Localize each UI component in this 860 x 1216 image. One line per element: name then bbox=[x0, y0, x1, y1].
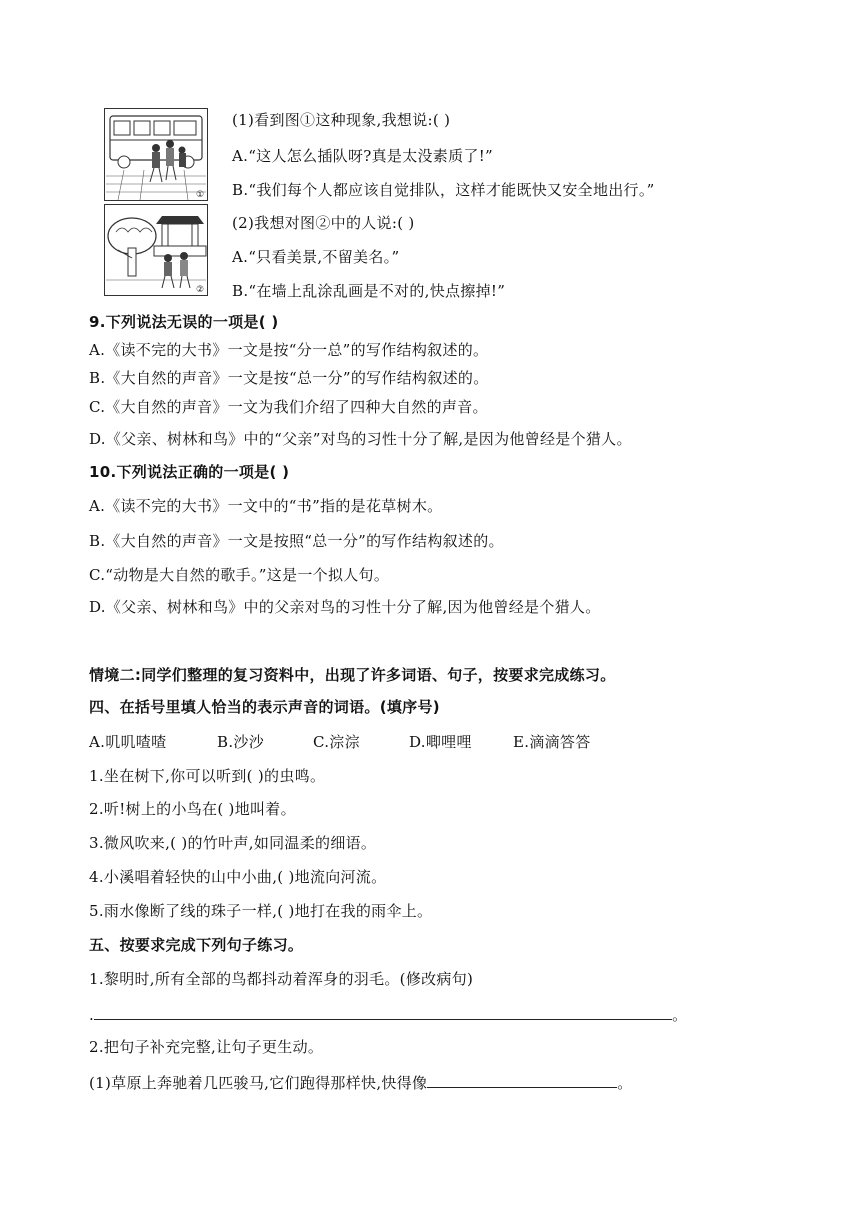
sec4-item-3: 3.微风吹来,( )的竹叶声,如同温柔的细语。 bbox=[89, 834, 377, 852]
q10-option-b: B.《大自然的声音》一文是按照“总一分”的写作结构叙述的。 bbox=[89, 532, 504, 550]
sec5-item-2-sub-1-line bbox=[89, 1071, 633, 1093]
picture-2-graffiti bbox=[105, 205, 208, 296]
section-4-title: 四、在括号里填人恰当的表示声音的词语。(填序号) bbox=[89, 698, 440, 716]
q8-sub1-option-b: B.“我们每个人都应该自觉排队，这样才能既快又安全地出行。” bbox=[232, 181, 655, 199]
q9-option-b: B.《大自然的声音》一文是按“总一分”的写作结构叙述的。 bbox=[89, 369, 489, 387]
sec4-option-a: A.叽叽喳喳 bbox=[89, 733, 167, 751]
q10-option-c: C.“动物是大自然的歌手。”这是一个拟人句。 bbox=[89, 566, 390, 584]
sec5-item-1-prefix: . bbox=[89, 1006, 95, 1024]
q8-sub2-question: (2)我想对图②中的人说:( ) bbox=[232, 214, 415, 232]
sec4-option-c: C.淙淙 bbox=[313, 733, 360, 751]
sec4-option-d: D.唧哩哩 bbox=[409, 733, 472, 751]
q9-option-a: A.《读不完的大书》一文是按“分一总”的写作结构叙述的。 bbox=[89, 341, 489, 359]
sec4-option-e: E.滴滴答答 bbox=[513, 733, 591, 751]
q9-title: 9.下列说法无误的一项是( ) bbox=[89, 313, 279, 331]
q9-option-d: D.《父亲、树林和鸟》中的“父亲”对鸟的习性十分了解,是因为他曾经是个猎人。 bbox=[89, 430, 632, 448]
q10-option-d: D.《父亲、树林和鸟》中的父亲对鸟的习性十分了解,因为他曾经是个猎人。 bbox=[89, 598, 601, 616]
sec4-item-2: 2.听!树上的小鸟在( )地叫着。 bbox=[89, 800, 296, 818]
picture-1-label: ① bbox=[196, 190, 205, 200]
scenario-2-heading: 情境二:同学们整理的复习资料中，出现了许多词语、句子，按要求完成练习。 bbox=[89, 666, 616, 684]
q8-sub1-question: (1)看到图①这种现象,我想说:( ) bbox=[232, 111, 451, 129]
sec5-item-2-sub-1: (1)草原上奔驰着几匹骏马,它们跑得那样快,快得像 bbox=[89, 1074, 428, 1092]
picture-2-label: ② bbox=[196, 285, 205, 295]
q8-sub2-option-b: B.“在墙上乱涂乱画是不对的,快点擦掉!” bbox=[232, 282, 506, 300]
sec5-item-2-sub-1-blank[interactable] bbox=[427, 1071, 617, 1088]
q9-option-c: C.《大自然的声音》一文为我们介绍了四种大自然的声音。 bbox=[89, 398, 488, 416]
q8-illustrations bbox=[104, 108, 208, 296]
sec5-item-2: 2.把句子补充完整,让句子更生动。 bbox=[89, 1038, 324, 1056]
sec5-item-1-answer-line bbox=[89, 1003, 687, 1025]
sec4-option-b: B.沙沙 bbox=[217, 733, 264, 751]
q10-title: 10.下列说法正确的一项是( ) bbox=[89, 463, 290, 481]
q8-sub2-option-a: A.“只看美景,不留美名。” bbox=[232, 248, 400, 266]
sec5-item-2-sub-1-end: 。 bbox=[617, 1074, 633, 1092]
sec5-item-1-blank[interactable] bbox=[94, 1003, 672, 1020]
sec4-item-5: 5.雨水像断了线的珠子一样,( )地打在我的雨伞上。 bbox=[89, 902, 433, 920]
sec5-item-1-end: 。 bbox=[672, 1006, 688, 1024]
sec4-item-4: 4.小溪唱着轻快的山中小曲,( )地流向河流。 bbox=[89, 868, 387, 886]
picture-1-queue-jumping bbox=[105, 109, 208, 201]
sec5-item-1: 1.黎明时,所有全部的鸟都抖动着浑身的羽毛。(修改病句) bbox=[89, 970, 474, 988]
sec4-item-1: 1.坐在树下,你可以听到( )的虫鸣。 bbox=[89, 767, 326, 785]
q8-sub1-option-a: A.“这人怎么插队呀?真是太没素质了!” bbox=[232, 147, 494, 165]
section-5-title: 五、按要求完成下列句子练习。 bbox=[89, 936, 304, 954]
q10-option-a: A.《读不完的大书》一文中的“书”指的是花草树木。 bbox=[89, 497, 443, 515]
